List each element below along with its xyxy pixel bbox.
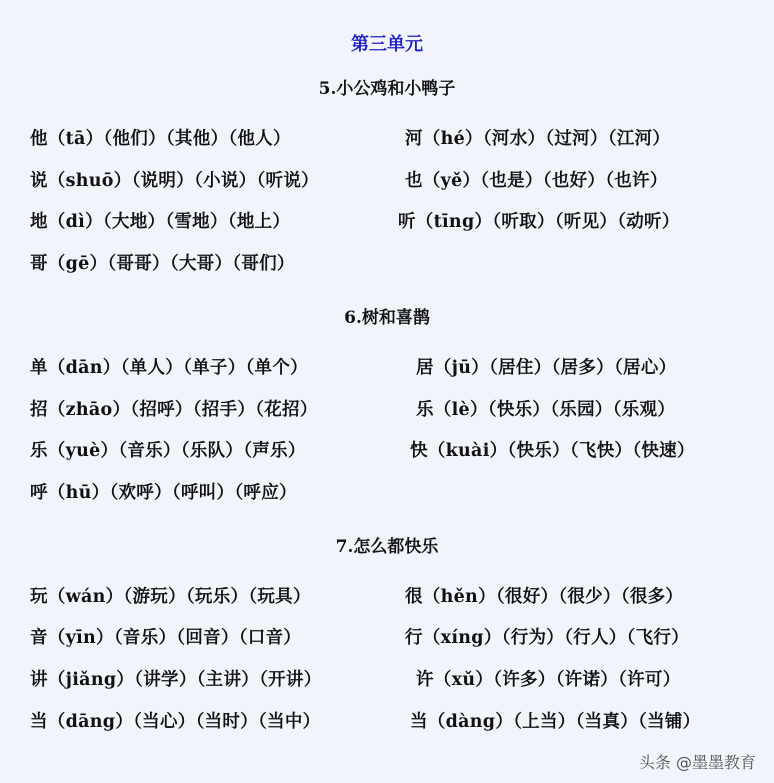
lesson-title: 6.树和喜鹊 <box>344 308 430 328</box>
word-entry: 讲（jiǎng）（讲学）（主讲）（开讲） <box>30 670 322 690</box>
word-entry: 地（dì）（大地）（雪地）（地上） <box>30 212 291 232</box>
unit-title: 第三单元 <box>351 34 423 55</box>
word-entry: 乐（yuè）（音乐）（乐队）（声乐） <box>30 441 306 461</box>
word-entry: 当（dàng）（上当）（当真）（当铺） <box>410 712 701 732</box>
word-entry: 说（shuō）（说明）（小说）（听说） <box>30 171 319 191</box>
lesson-title: 7.怎么都快乐 <box>335 537 439 557</box>
word-entry: 也（yě）（也是）（也好）（也许） <box>405 171 668 191</box>
word-entry: 乐（lè）（快乐）（乐园）（乐观） <box>416 400 676 420</box>
word-entry: 他（tā）（他们）（其他）（他人） <box>30 129 291 149</box>
word-entry: 呼（hū）（欢呼）（呼叫）（呼应） <box>30 483 297 503</box>
word-entry: 很（hěn）（很好）（很少）（很多） <box>405 587 684 607</box>
watermark: 头条 @墨墨教育 <box>638 753 756 772</box>
word-entry: 居（jū）（居住）（居多）（居心） <box>416 358 677 378</box>
word-entry: 许（xǔ）（许多）（许诺）（许可） <box>416 670 681 690</box>
word-entry: 河（hé）（河水）（过河）（江河） <box>405 129 671 149</box>
word-entry: 音（yīn）（音乐）（回音）（口音） <box>30 628 302 648</box>
word-entry: 当（dāng）（当心）（当时）（当中） <box>30 712 321 732</box>
word-entry: 招（zhāo）（招呼）（招手）（花招） <box>30 400 318 420</box>
word-entry: 单（dān）（单人）（单子）（单个） <box>30 358 308 378</box>
word-entry: 听（tīng）（听取）（听见）（动听） <box>398 212 680 232</box>
word-entry: 哥（gē）（哥哥）（大哥）（哥们） <box>30 254 295 274</box>
word-entry: 快（kuài）（快乐）（飞快）（快速） <box>410 441 695 461</box>
word-entry: 行（xíng）（行为）（行人）（飞行） <box>405 628 689 648</box>
word-entry: 玩（wán）（游玩）（玩乐）（玩具） <box>30 587 311 607</box>
lesson-title: 5.小公鸡和小鸭子 <box>318 79 456 99</box>
